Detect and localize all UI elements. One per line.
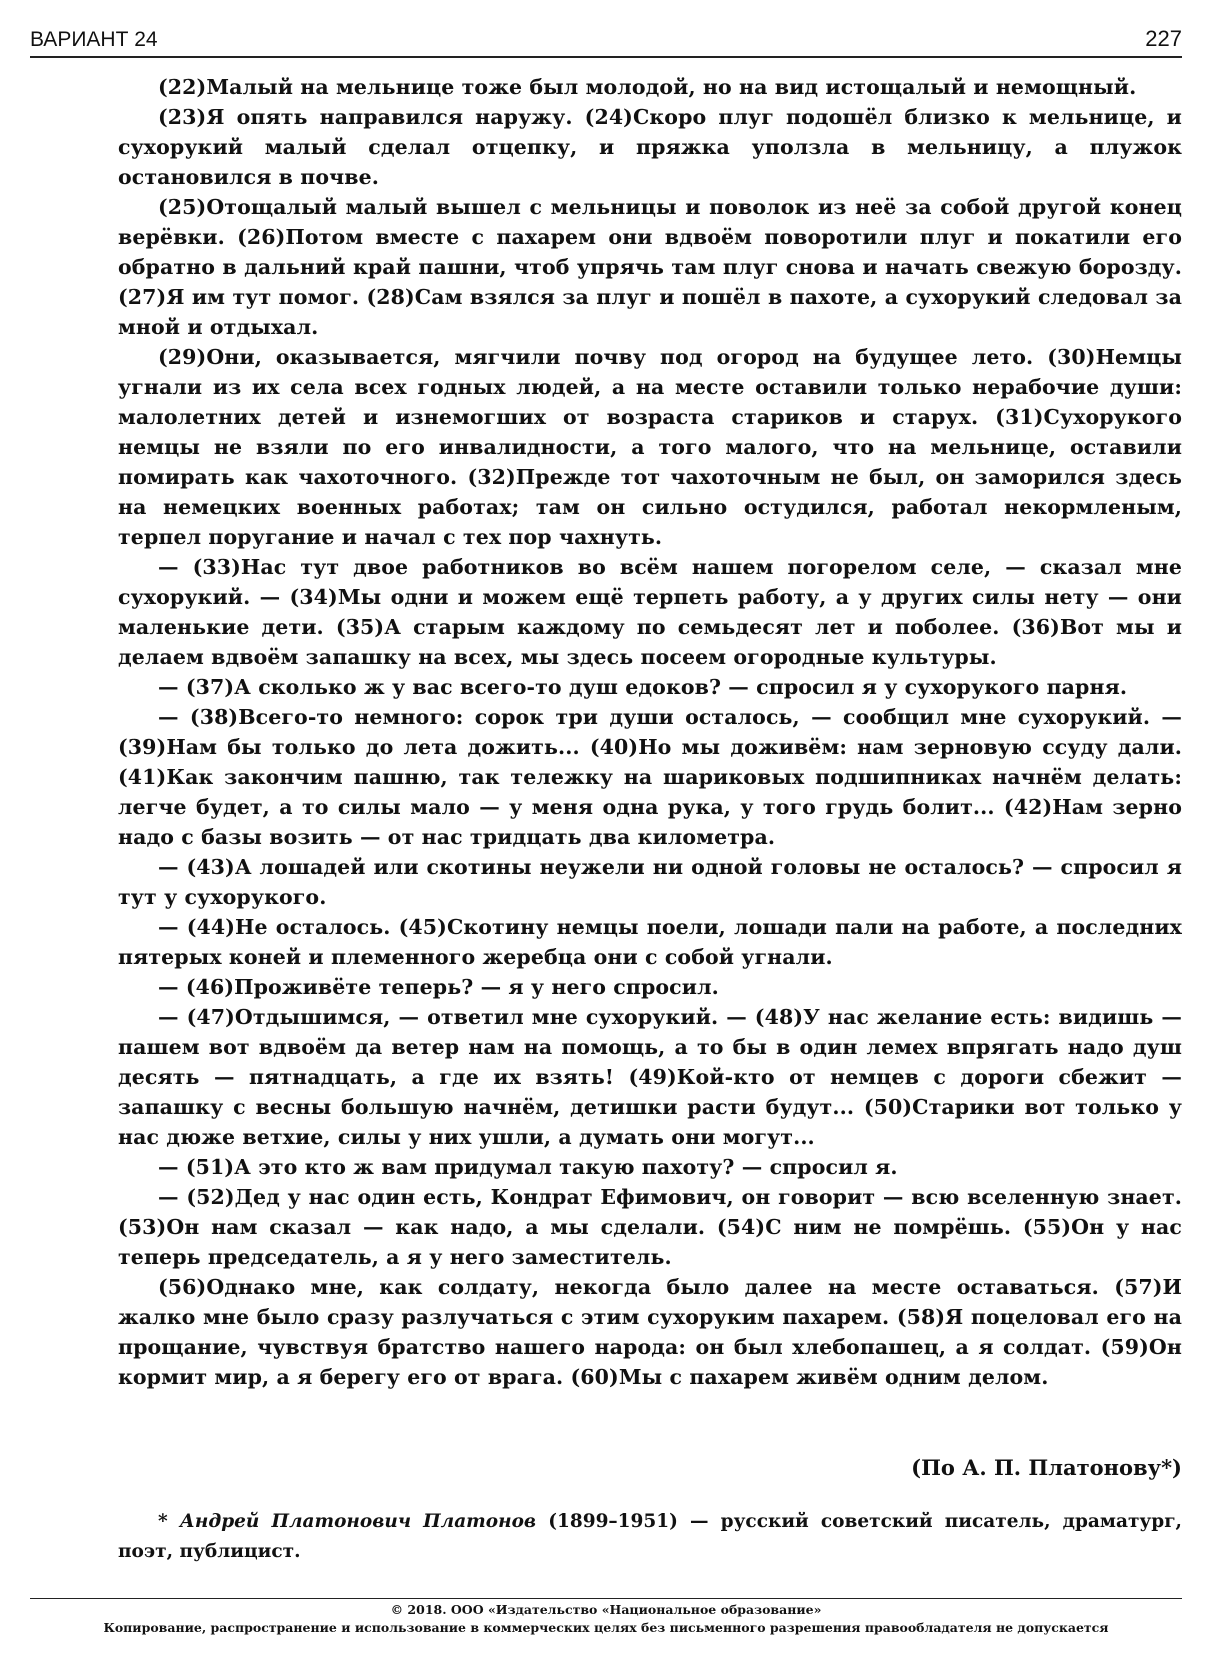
variant-title: ВАРИАНТ 24	[30, 28, 158, 51]
paragraph: — (38)Всего-то немного: сорок три души осталось, — сообщил мне сухорукий. — (39)Нам бы только до лета дожить... (40)Но мы доживём: нам зерновую ссуду дали. (41)Как закончим пашню, так тележку на шариковых подшипниках начнём делать: легче будет, а то силы мало — у меня одна рука, у того грудь болит... (42)Нам зерно надо с базы возить — от нас тридцать два километра.	[118, 705, 1182, 849]
page-header	[30, 22, 1182, 58]
paragraph: — (51)А это кто ж вам придумал такую пахоту? — спросил я.	[158, 1155, 898, 1179]
paragraph: — (46)Проживёте теперь? — я у него спросил.	[158, 975, 719, 999]
attribution: (По А. П. Платонову*)	[911, 1455, 1182, 1480]
paragraph: (25)Отощалый малый вышел с мельницы и поволок из неё за собой другой конец верёвки. (26)Потом вместе с пахарем они вдвоём поворотили плуг и покатили его обратно в дальний край пашни, чтоб упрячь там плуг снова и начать свежую борозду. (27)Я им тут помог. (28)Сам взялся за плуг и пошёл в пахоте, а сухорукий следовал за мной и отдыхал.	[118, 195, 1182, 339]
paragraph: — (44)Не осталось. (45)Скотину немцы поели, лошади пали на работе, а последних пятерых коней и племенного жеребца они с собой угнали.	[118, 915, 1182, 969]
footnote-author: Андрей Платонович Платонов	[179, 1511, 537, 1532]
paragraph: — (52)Дед у нас один есть, Кондрат Ефимович, он говорит — всю вселенную знает. (53)Он нам сказал — как надо, а мы сделали. (54)С ним не помрёшь. (55)Он у нас теперь председатель, а я у него заместитель.	[118, 1185, 1182, 1269]
footnote	[118, 1507, 1182, 1567]
copyright-notice: Копирование, распространение и использование в коммерческих целях без письменного разрешения правообладателя не допускается	[103, 1620, 1109, 1635]
copyright-line: © 2018. ООО «Издательство «Национальное образование»	[390, 1602, 822, 1617]
paragraph: — (37)А сколько ж у вас всего-то душ едоков? — спросил я у сухорукого парня.	[158, 675, 1128, 699]
main-text	[118, 72, 1182, 1392]
footnote-marker: *	[158, 1511, 180, 1532]
paragraph: — (33)Нас тут двое работников во всём нашем погорелом селе, — сказал мне сухорукий. — (34)Мы одни и можем ещё терпеть работу, а у других силы нету — они маленькие дети. (35)А старым каждому по семьдесят лет и поболее. (36)Вот мы и делаем вдвоём запашку на всех, мы здесь посеем огородные культуры.	[118, 555, 1182, 669]
page-footer	[30, 1598, 1182, 1637]
footnote-text: (1899–1951) — русский советский писатель, драматург, поэт, публицист.	[118, 1511, 1182, 1562]
paragraph: (29)Они, оказывается, мягчили почву под огород на будущее лето. (30)Немцы угнали из их села всех годных людей, а на месте оставили только нерабочие души: малолетних детей и изнемогших от возраста стариков и старух. (31)Сухорукого немцы не взяли по его инвалидности, а того малого, что на мельнице, оставили помирать как чахоточного. (32)Прежде тот чахоточным не был, он заморился здесь на немецких военных работах; там он сильно остудился, работал некормленым, терпел поругание и начал с тех пор чахнуть.	[118, 345, 1182, 549]
page-number: 227	[1145, 26, 1182, 51]
paragraph: — (43)А лошадей или скотины неужели ни одной головы не осталось? — спросил я тут у сухорукого.	[118, 855, 1182, 909]
paragraph: (23)Я опять направился наружу. (24)Скоро плуг подошёл близко к мельнице, и сухорукий малый сделал отцепку, и пряжка уползла в мельницу, а плужок остановился в почве.	[118, 105, 1182, 189]
paragraph: — (47)Отдышимся, — ответил мне сухорукий. — (48)У нас желание есть: видишь — пашем вот вдвоём да ветер нам на помощь, а то бы в один лемех впрягать надо душ десять — пятнадцать, а где их взять! (49)Кой-кто от немцев с дороги сбежит — запашку с весны большую начнём, детишки расти будут... (50)Старики вот только у нас дюже ветхие, силы у них ушли, а думать они могут...	[118, 1005, 1182, 1149]
paragraph: (56)Однако мне, как солдату, некогда было далее на месте оставаться. (57)И жалко мне было сразу разлучаться с этим сухоруким пахарем. (58)Я поцеловал его на прощание, чувствуя братство нашего народа: он был хлебопашец, а я солдат. (59)Он кормит мир, а я берегу его от врага. (60)Мы с пахарем живём одним делом.	[118, 1275, 1182, 1389]
paragraph: (22)Малый на мельнице тоже был молодой, но на вид истощалый и немощный.	[158, 75, 1137, 99]
